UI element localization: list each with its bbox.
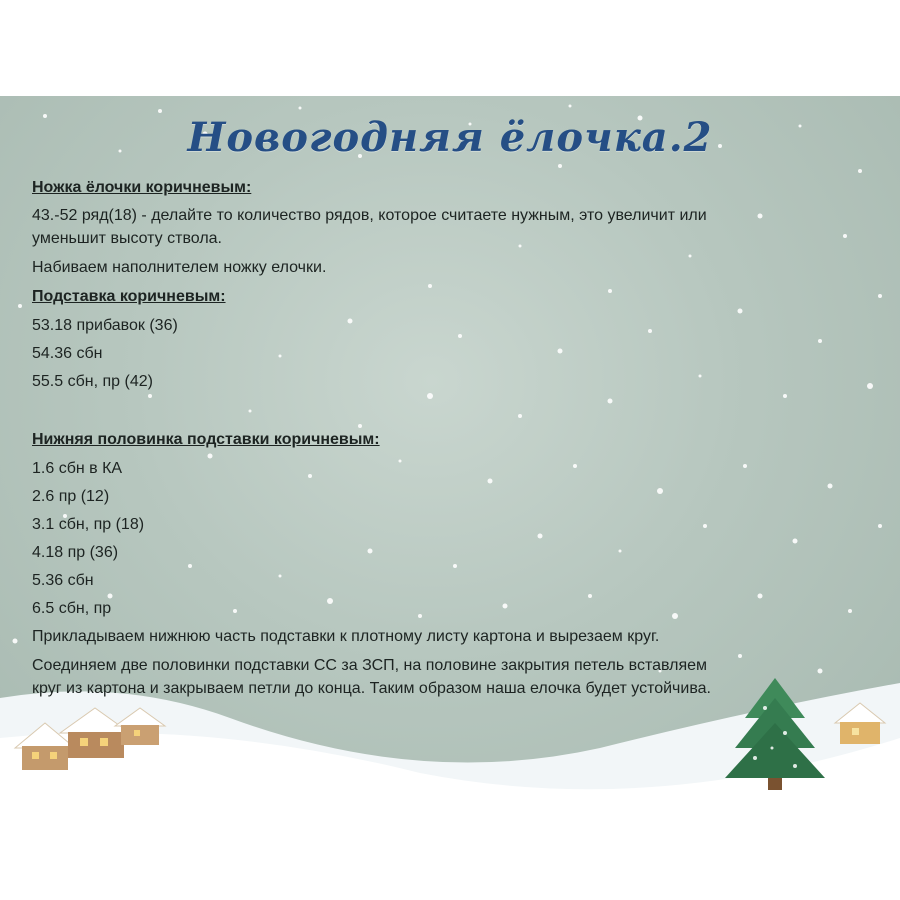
- list-item: 54.36 сбн: [32, 345, 103, 362]
- recipe-card: [0, 96, 900, 808]
- list-item: 5.36 сбн: [32, 572, 94, 589]
- section-heading-stem: Ножка ёлочки коричневым:: [32, 179, 252, 196]
- list-item: 4.18 пр (36): [32, 544, 119, 561]
- list-item: 1.6 сбн в КА: [32, 460, 123, 477]
- list-item: 6.5 сбн, пр: [32, 600, 112, 617]
- page-title: Новогодняя ёлочка.2: [187, 114, 713, 161]
- text-line: круг из картона и закрываем петли до конца. Таким образом наша елочка будет устойчива.: [32, 680, 711, 697]
- list-item: 55.5 сбн, пр (42): [32, 373, 153, 390]
- text-line: Соединяем две половинки подставки СС за ЗСП, на половине закрытия петель вставляем: [32, 657, 708, 674]
- list-item: 3.1 сбн, пр (18): [32, 516, 145, 533]
- text-line: Прикладываем нижнюю часть подставки к плотному листу картона и вырезаем круг.: [32, 628, 660, 645]
- section-heading-lower-stand: Нижняя половинка подставки коричневым:: [32, 431, 380, 448]
- section-heading-stand: Подставка коричневым:: [32, 288, 226, 305]
- text-line: Набиваем наполнителем ножку елочки.: [32, 259, 327, 276]
- text-line: 43.-52 ряд(18) - делайте то количество рядов, которое считаете нужным, это увеличит или: [32, 207, 707, 224]
- list-item: 53.18 прибавок (36): [32, 317, 178, 334]
- list-item: 2.6 пр (12): [32, 488, 110, 505]
- text-line: уменьшит высоту ствола.: [32, 230, 222, 247]
